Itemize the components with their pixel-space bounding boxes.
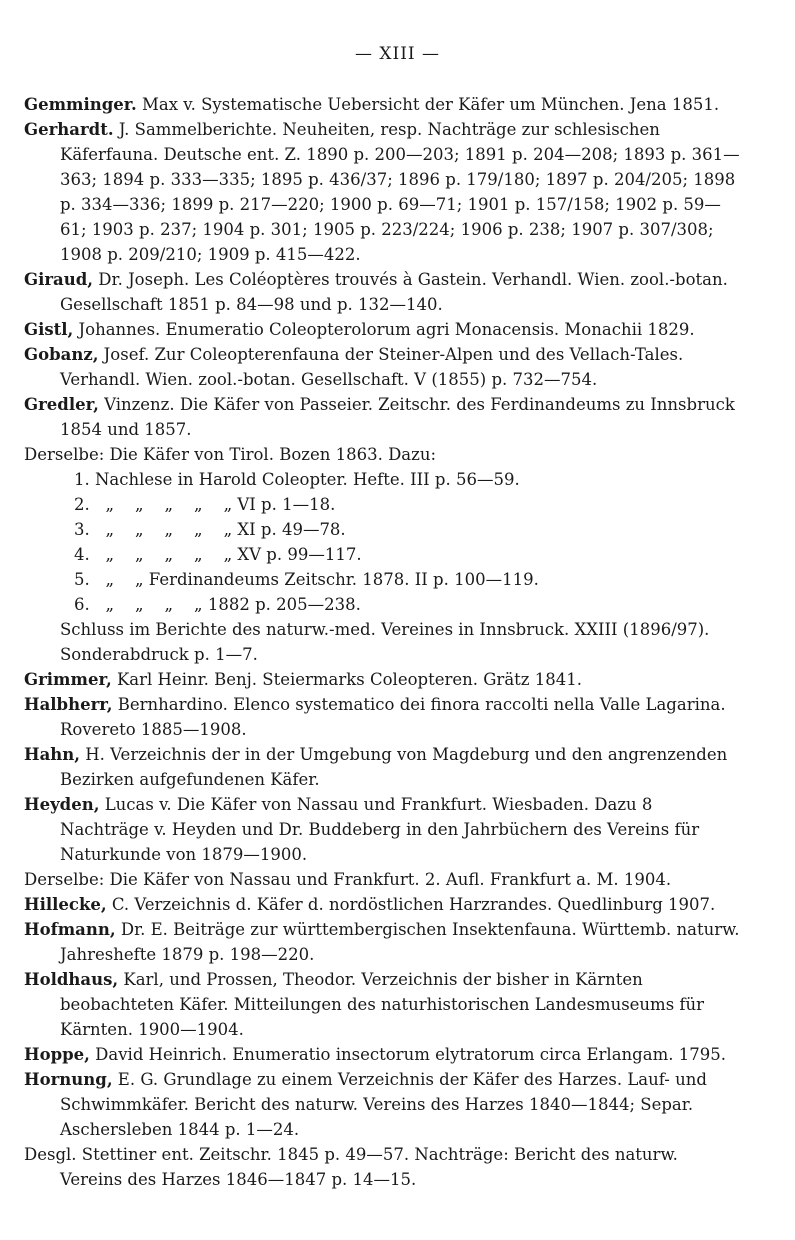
entry-author: Gemminger.	[24, 95, 137, 114]
entry-author: Giraud,	[24, 270, 94, 289]
entry-text: Vinzenz. Die Käfer von Passeier. Zeitschr. des Ferdinandeums zu Innsbruck 1854 und 1857.	[60, 395, 735, 439]
bibliography-entry	[24, 317, 740, 342]
entry-text: C. Verzeichnis d. Käfer d. nordöstlichen Harzrandes. Quedlinburg 1907.	[106, 895, 716, 914]
supplement-item: 1. Nachlese in Harold Coleopter. Hefte. III p. 56—59.	[74, 470, 520, 489]
bibliography-entry	[24, 342, 740, 392]
bibliography-entry	[24, 1142, 740, 1192]
entry-author: Holdhaus,	[24, 970, 119, 989]
derselbe-tail: Schluss im Berichte des naturw.-med. Vereines in Innsbruck. XXIII (1896/97).	[60, 620, 710, 639]
bibliography-entry	[24, 667, 740, 692]
entry-author: Gistl,	[24, 320, 74, 339]
bibliography-entry	[24, 917, 740, 967]
bibliography-entry	[24, 742, 740, 792]
bibliography-entry	[24, 792, 740, 867]
supplement-item: 4. „ „ „ „ „ XV p. 99—117.	[74, 545, 362, 564]
entry-author: Hofmann,	[24, 920, 116, 939]
bibliography-entry	[24, 392, 740, 442]
supplement-item: 5. „ „ Ferdinandeums Zeitschr. 1878. II p. 100—119.	[74, 570, 539, 589]
entry-text: Karl, und Prossen, Theodor. Verzeichnis der bisher in Kärnten beobachteten Käfer. Mitteilungen des naturhistorischen Landesmuseums für Kärnten. 1900—1904.	[60, 970, 705, 1039]
bibliography-entry	[24, 967, 740, 1042]
derselbe-heading: Derselbe: Die Käfer von Tirol. Bozen 1863. Dazu:	[24, 445, 437, 464]
bibliography-entry	[24, 92, 740, 117]
entry-text: Dr. Joseph. Les Coléoptères trouvés à Gastein. Verhandl. Wien. zool.-botan. Gesellschaft 1851 p. 84—98 und p. 132—140.	[60, 270, 728, 314]
entry-author: Gredler,	[24, 395, 99, 414]
entry-text: Josef. Zur Coleopterenfauna der Steiner-Alpen und des Vellach-Tales. Verhandl. Wien. zool.-botan. Gesellschaft. V (1855) p. 732—754.	[60, 345, 684, 389]
bibliography-entry	[24, 267, 740, 317]
entry-author: Gobanz,	[24, 345, 99, 364]
entry-text: Bernhardino. Elenco systematico dei finora raccolti nella Valle Lagarina. Rovereto 1885—1908.	[60, 695, 726, 739]
bibliography-entry	[24, 1042, 740, 1067]
entry-author: Gerhardt.	[24, 120, 114, 139]
bibliography-entry	[24, 867, 740, 892]
entry-text: E. G. Grundlage zu einem Verzeichnis der Käfer des Harzes. Lauf- und Schwimmkäfer. Bericht des naturw. Vereins des Harzes 1840—1844; Separ. Aschersleben 1844 p. 1—24.	[60, 1070, 707, 1139]
entry-author: Hahn,	[24, 745, 81, 764]
page-number: — XIII —	[354, 44, 441, 64]
bibliography-entry	[24, 1067, 740, 1142]
entry-text: Karl Heinr. Benj. Steiermarks Coleopteren. Grätz 1841.	[111, 670, 582, 689]
supplement-item: 3. „ „ „ „ „ XI p. 49—78.	[74, 520, 346, 539]
entry-text: Lucas v. Die Käfer von Nassau und Frankfurt. Wiesbaden. Dazu 8 Nachträge v. Heyden und Dr. Buddeberg in den Jahrbüchern des Vereins für Naturkunde von 1879—1900.	[60, 795, 700, 864]
entry-author: Hornung,	[24, 1070, 113, 1089]
bibliography-list	[24, 92, 740, 1192]
bibliography-entry	[24, 892, 740, 917]
bibliography-entry	[24, 117, 740, 267]
entry-author: Hoppe,	[24, 1045, 90, 1064]
entry-text: David Heinrich. Enumeratio insectorum elytratorum circa Erlangam. 1795.	[89, 1045, 726, 1064]
entry-text: Johannes. Enumeratio Coleopterolorum agri Monacensis. Monachii 1829.	[73, 320, 695, 339]
entry-text: H. Verzeichnis der in der Umgebung von Magdeburg und den angrenzenden Bezirken aufgefundenen Käfer.	[60, 745, 728, 789]
entry-author: Hillecke,	[24, 895, 107, 914]
entry-author: Heyden,	[24, 795, 100, 814]
supplement-item: 6. „ „ „ „ 1882 p. 205—238.	[74, 595, 361, 614]
entry-text: Desgl. Stettiner ent. Zeitschr. 1845 p. 49—57. Nachträge: Bericht des naturw. Vereins des Harzes 1846—1847 p. 14—15.	[24, 1145, 678, 1189]
entry-text: Max v. Systematische Uebersicht der Käfer um München. Jena 1851.	[136, 95, 720, 114]
entry-text: J. Sammelberichte. Neuheiten, resp. Nachträge zur schlesischen Käferfauna. Deutsche ent. Z. 1890 p. 200—203; 1891 p. 204—208; 1893 p. 361—363; 1894 p. 333—335; 1895 p. 436/37; 1896 p. 179/180; 1897 p. 204/205; 1898 p. 334—336; 1899 p. 217—220; 1900 p. 69—71; 1901 p. 157/158; 1902 p. 59—61; 1903 p. 237; 1904 p. 301; 1905 p. 223/224; 1906 p. 238; 1907 p. 307/308; 1908 p. 209/210; 1909 p. 415—422.	[60, 120, 740, 264]
derselbe-entry	[24, 442, 740, 667]
bibliography-entry	[24, 692, 740, 742]
supplement-item: 2. „ „ „ „ „ VI p. 1—18.	[74, 495, 336, 514]
derselbe-tail: Sonderabdruck p. 1—7.	[60, 645, 258, 664]
entry-author: Grimmer,	[24, 670, 112, 689]
entry-text: Derselbe: Die Käfer von Nassau und Frankfurt. 2. Aufl. Frankfurt a. M. 1904.	[24, 870, 672, 889]
entry-author: Halbherr,	[24, 695, 113, 714]
entry-text: Dr. E. Beiträge zur württembergischen Insektenfauna. Württemb. naturw. Jahreshefte 1879 p. 198—220.	[60, 920, 740, 964]
